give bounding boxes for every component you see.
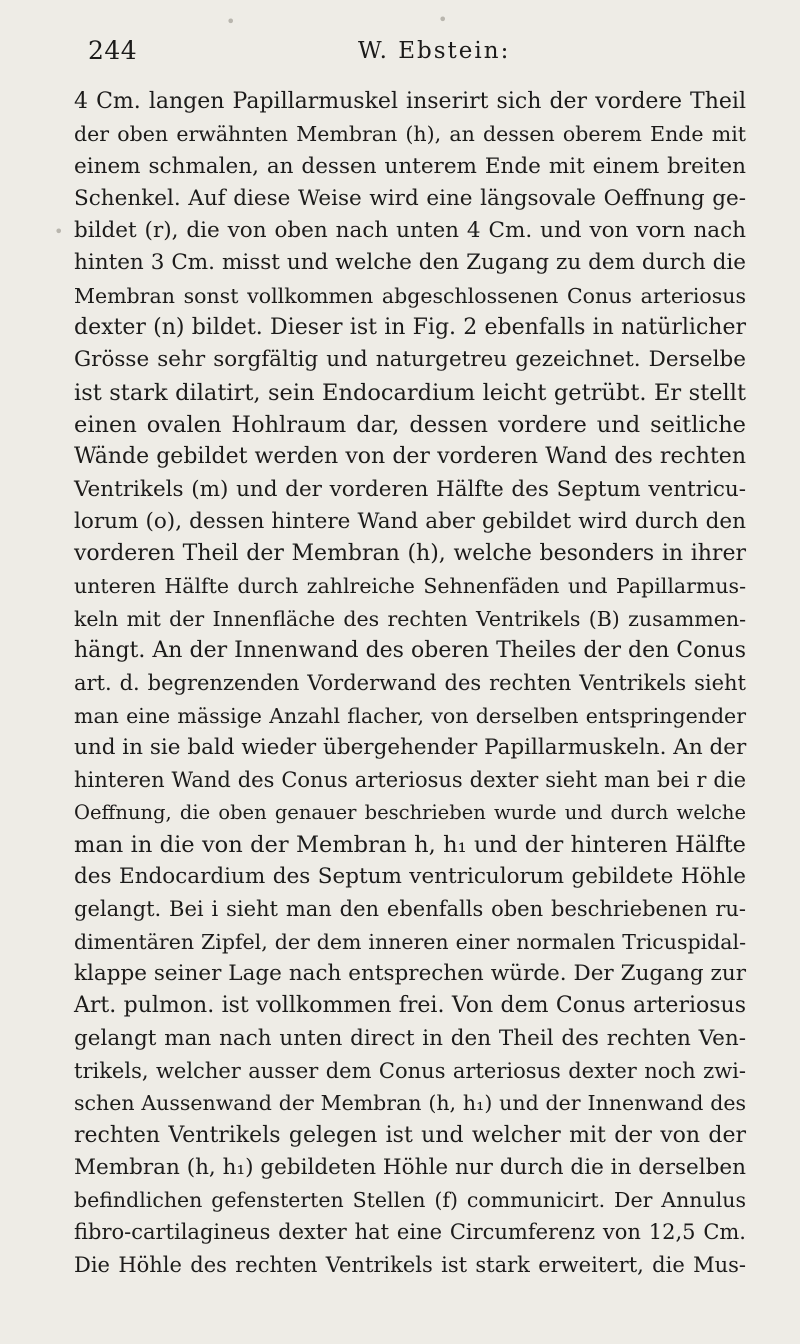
text-line: 4 Cm. langen Papillarmuskel inserirt sich der vordere Theil — [74, 89, 746, 114]
text-line: Schenkel. Auf diese Weise wird eine längsovale Oeffnung ge- — [74, 185, 746, 211]
text-line: lorum (o), dessen hintere Wand aber gebildet wird durch den — [74, 508, 746, 534]
text-line: schen Aussenwand der Membran (h, h₁) und der Innenwand des — [74, 1091, 746, 1116]
text-line: Grösse sehr sorgfältig und naturgetreu gezeichnet. Derselbe — [74, 347, 746, 373]
text-line: Membran sonst vollkommen abgeschlossenen Conus arteriosus — [74, 283, 746, 308]
text-line: klappe seiner Lage nach entsprechen würde. Der Zugang zur — [74, 961, 746, 987]
text-line: gelangt man nach unten direct in den Theil des rechten Ven- — [74, 1025, 746, 1051]
text-line: keln mit der Innenfläche des rechten Ventrikels (B) zusammen- — [74, 606, 746, 631]
text-line: hängt. An der Innenwand des oberen Theiles der den Conus — [74, 638, 746, 664]
text-line: einen ovalen Hohlraum dar, dessen vordere und seitliche — [74, 411, 746, 438]
text-line: Oeffnung, die oben genauer beschrieben wurde und durch welche — [74, 800, 746, 824]
text-line: trikels, welcher ausser dem Conus arteriosus dexter noch zwi- — [74, 1058, 746, 1083]
text-line: hinteren Wand des Conus arteriosus dexter sieht man bei r die — [74, 768, 746, 793]
print-speck: • — [438, 10, 448, 29]
text-line: Membran (h, h₁) gebildeten Höhle nur durch die in derselben — [74, 1154, 746, 1180]
text-line: Wände gebildet werden von der vorderen Wand des rechten — [74, 444, 746, 470]
text-line: dexter (n) bildet. Dieser ist in Fig. 2 ebenfalls in natürlicher — [74, 315, 746, 341]
text-line: vorderen Theil der Membran (h), welche besonders in ihrer — [74, 541, 746, 567]
text-line: befindlichen gefensterten Stellen (f) communicirt. Der Annulus — [74, 1188, 746, 1213]
text-line: ist stark dilatirt, sein Endocardium leicht getrübt. Er stellt — [74, 379, 746, 406]
text-line: bildet (r), die von oben nach unten 4 Cm. und von vorn nach — [74, 218, 746, 244]
text-line: einem schmalen, an dessen unterem Ende mit einem breiten — [74, 153, 746, 179]
text-line: man eine mässige Anzahl flacher, von derselben entspringender — [74, 703, 746, 728]
text-line: der oben erwähnten Membran (h), an dessen oberem Ende mit — [74, 122, 746, 147]
text-line: Art. pulmon. ist vollkommen frei. Von dem Conus arteriosus — [74, 993, 746, 1019]
text-line: unteren Hälfte durch zahlreiche Sehnenfäden und Papillarmus- — [74, 574, 746, 599]
text-line: Die Höhle des rechten Ventrikels ist stark erweitert, die Mus- — [74, 1252, 746, 1277]
text-line: und in sie bald wieder übergehender Papillarmuskeln. An der — [74, 734, 747, 760]
print-speck: • — [54, 222, 64, 241]
text-line: art. d. begrenzenden Vorderwand des rechten Ventrikels sieht — [74, 671, 746, 696]
text-line: hinten 3 Cm. misst und welche den Zugang zu dem durch die — [74, 250, 746, 276]
running-head-author: W. Ebstein: — [358, 38, 511, 64]
text-line: des Endocardium des Septum ventriculorum gebildete Höhle — [74, 864, 746, 890]
running-head — [88, 36, 748, 66]
print-speck: • — [226, 12, 236, 31]
text-line: fibro-cartilagineus dexter hat eine Circumferenz von 12,5 Cm. — [74, 1220, 746, 1245]
text-line: gelangt. Bei i sieht man den ebenfalls oben beschriebenen ru- — [74, 897, 746, 922]
text-line: dimentären Zipfel, der dem inneren einer normalen Tricuspidal- — [74, 929, 746, 954]
text-line: rechten Ventrikels gelegen ist und welcher mit der von der — [74, 1122, 746, 1148]
text-line: Ventrikels (m) und der vorderen Hälfte des Septum ventricu- — [74, 476, 746, 502]
text-line: man in die von der Membran h, h₁ und der hinteren Hälfte — [74, 831, 746, 858]
body-text — [74, 86, 746, 1281]
page-number: 244 — [88, 36, 138, 65]
